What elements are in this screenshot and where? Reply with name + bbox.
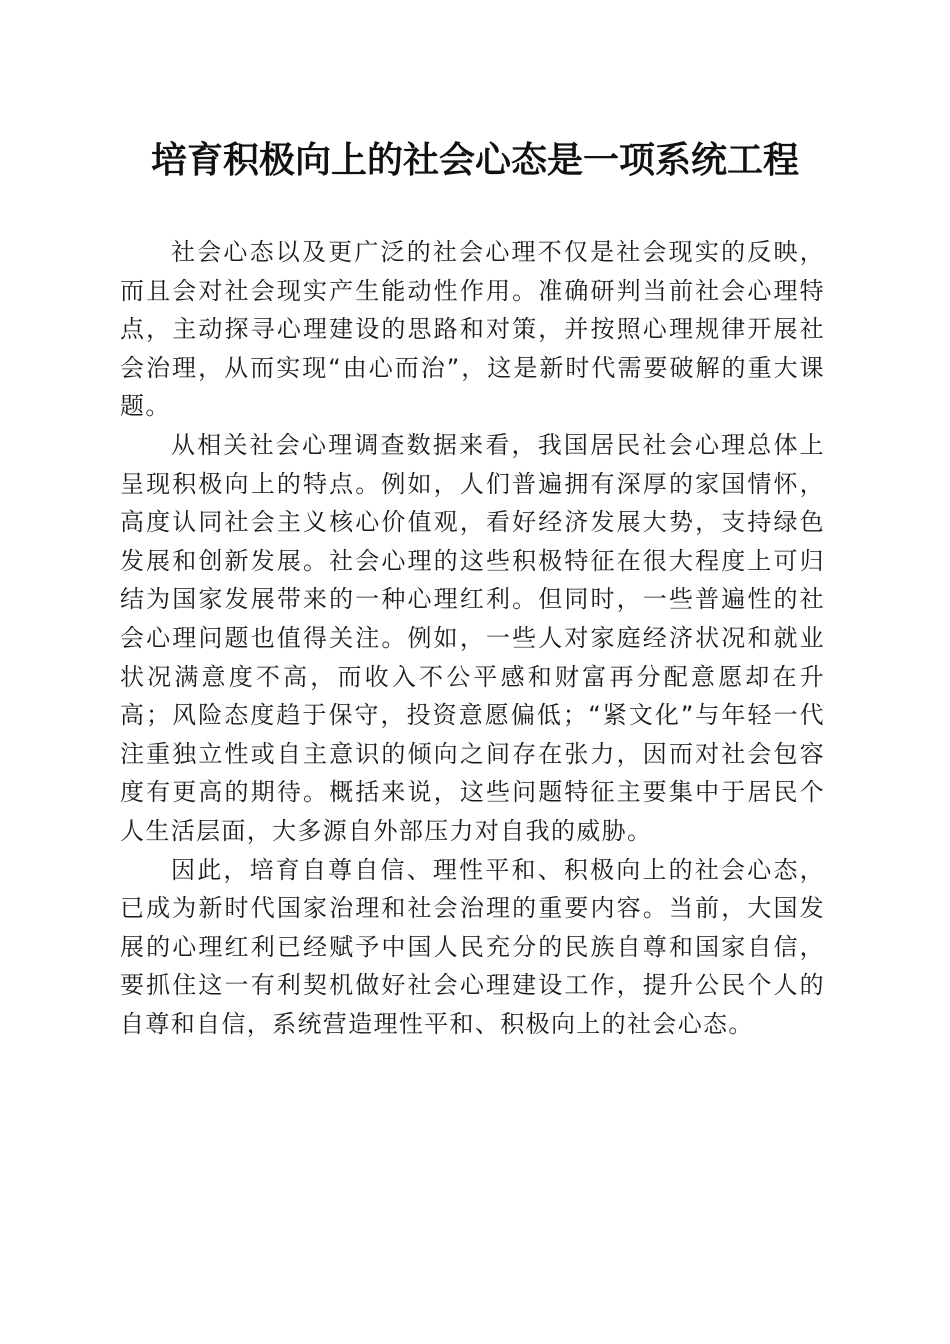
document-title: 培育积极向上的社会心态是一项系统工程 [150, 139, 799, 181]
document-body [120, 233, 825, 1043]
paragraph-3: 因此，培育自尊自信、理性平和、积极向上的社会心态，已成为新时代国家治理和社会治理的重要内容。当前，大国发展的心理红利已经赋予中国人民充分的民族自尊和国家自信，要抓住这一有利契机做好社会心理建设工作，提升公民个人的自尊和自信，系统营造理性平和、积极向上的社会心态。 [120, 855, 825, 1038]
paragraph-1: 社会心态以及更广泛的社会心理不仅是社会现实的反映，而且会对社会现实产生能动性作用。准确研判当前社会心理特点，主动探寻心理建设的思路和对策，并按照心理规律开展社会治理，从而实现“由心而治”，这是新时代需要破解的重大课题。 [120, 238, 825, 421]
paragraph-2: 从相关社会心理调查数据来看，我国居民社会心理总体上呈现积极向上的特点。例如，人们普遍拥有深厚的家国情怀，高度认同社会主义核心价值观，看好经济发展大势，支持绿色发展和创新发展。社会心理的这些积极特征在很大程度上可归结为国家发展带来的一种心理红利。但同时，一些普遍性的社会心理问题也值得关注。例如，一些人对家庭经济状况和就业状况满意度不高，而收入不公平感和财富再分配意愿却在升高；风险态度趋于保守，投资意愿偏低；“紧文化”与年轻一代注重独立性或自主意识的倾向之间存在张力，因而对社会包容度有更高的期待。概括来说，这些问题特征主要集中于居民个人生活层面，大多源自外部压力对自我的威胁。 [120, 430, 825, 845]
